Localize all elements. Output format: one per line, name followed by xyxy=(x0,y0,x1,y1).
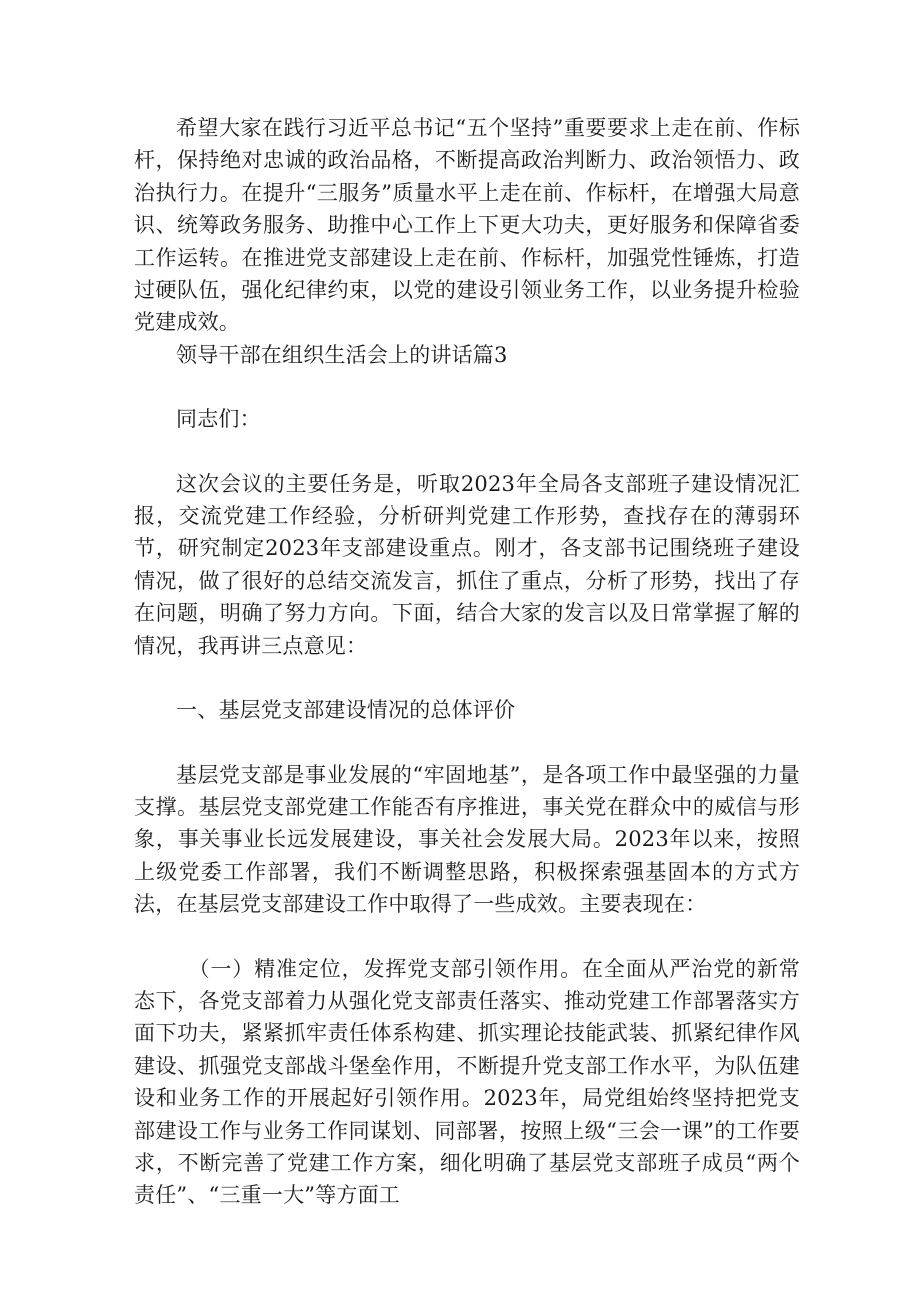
speech-title: 领导干部在组织生活会上的讲话篇3 xyxy=(176,342,508,367)
document-body xyxy=(134,112,800,1212)
section-heading-1: 一、基层党支部建设情况的总体评价 xyxy=(176,698,516,723)
paragraph-3: 基层党支部是事业发展的“牢固地基”，是各项工作中最坚强的力量支撑。基层党支部党建工作能否有序推进，事关党在群众中的威信与形象，事关事业长远发展建设，事关社会发展大局。2023年以来，按照上级党委工作部署，我们不断调整思路，积极探索强基固本的方式方法，在基层党支部建设工作中取得了一些成效。主要表现在： xyxy=(134,762,800,917)
salutation: 同志们： xyxy=(176,407,261,432)
paragraph-2: 这次会议的主要任务是，听取2023年全局各支部班子建设情况汇报，交流党建工作经验，分析研判党建工作形势，查找存在的薄弱环节，研究制定2023年支部建设重点。刚才，各支部书记围绕班子建设情况，做了很好的总结交流发言，抓住了重点，分析了形势，找出了存在问题，明确了努力方向。下面，结合大家的发言以及日常掌握了解的情况，我再讲三点意见： xyxy=(134,471,800,658)
paragraph-1: 希望大家在践行习近平总书记“五个坚持”重要要求上走在前、作标杆，保持绝对忠诚的政治品格，不断提高政治判断力、政治领悟力、政治执行力。在提升“三服务”质量水平上走在前、作标杆，在增强大局意识、统筹政务服务、助推中心工作上下更大功夫，更好服务和保障省委工作运转。在推进党支部建设上走在前、作标杆，加强党性锤炼，打造过硬队伍，强化纪律约束，以党的建设引领业务工作，以业务提升检验党建成效。 xyxy=(134,116,800,335)
paragraph-4: （一）精准定位，发挥党支部引领作用。在全面从严治党的新常态下，各党支部着力从强化党支部责任落实、推动党建工作部署落实方面下功夫，紧紧抓牢责任体系构建、抓实理论技能武装、抓紧纪律作风建设、抓强党支部战斗堡垒作用，不断提升党支部工作水平，为队伍建设和业务工作的开展起好引领作用。2023年，局党组始终坚持把党支部建设工作与业务工作同谋划、同部署，按照上级“三会一课”的工作要求，不断完善了党建工作方案，细化明确了基层党支部班子成员“两个责任”、“三重一大”等方面工 xyxy=(134,956,800,1208)
